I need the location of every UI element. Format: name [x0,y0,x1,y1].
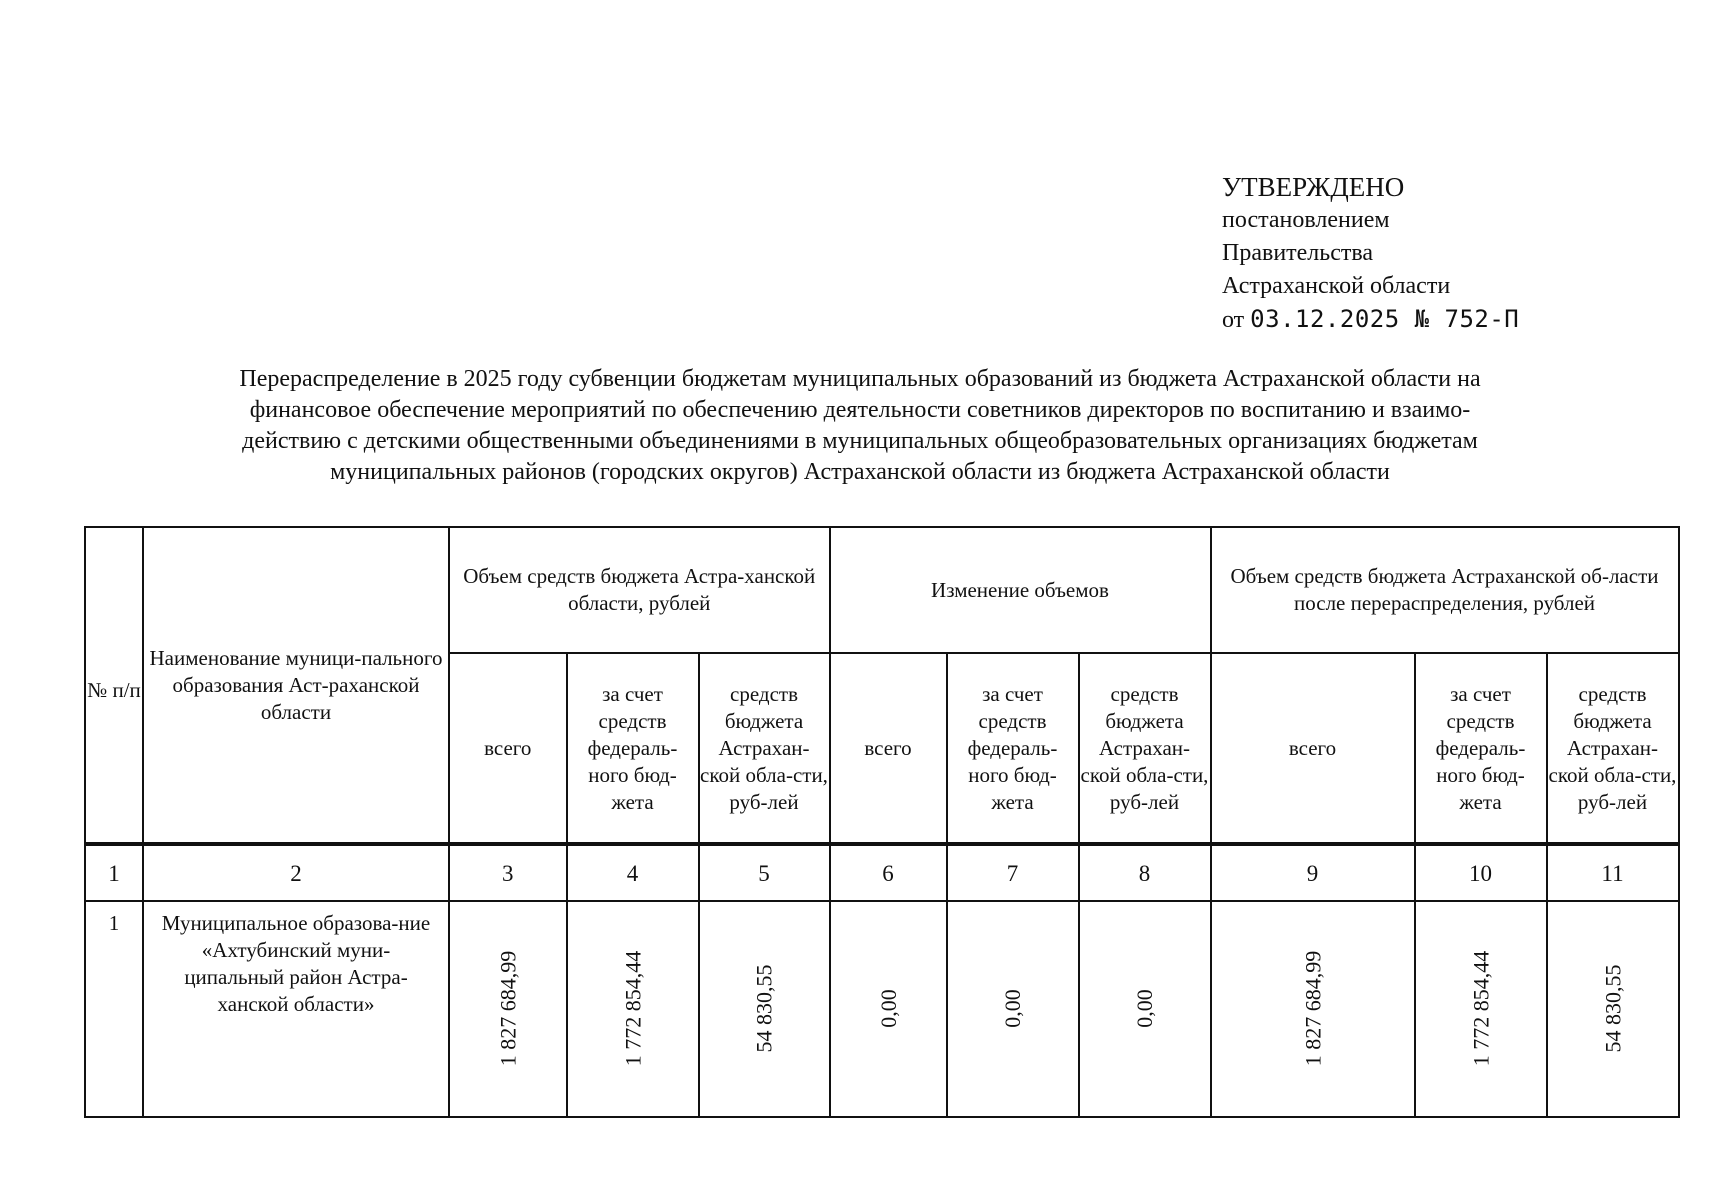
header-after-regional: средств бюджета Астрахан-ской обла-сти, руб-лей [1547,653,1679,844]
document-title-line: муниципальных районов (городских округов) Астраханской области из бюджета Астраханской области [330,459,1390,485]
column-number: 6 [830,844,947,901]
table-row [85,901,1679,1117]
column-number: 11 [1547,844,1679,901]
change-federal-value: 0,00 [1000,989,1025,1028]
approval-date-line [1222,303,1519,337]
header-after-federal: за счет средств федераль-ного бюд-жета [1415,653,1547,844]
header-row-number: № п/п [85,527,143,844]
column-number: 10 [1415,844,1547,901]
approval-line-resolution: постановлением [1222,207,1390,233]
header-change-regional: средств бюджета Астрахан-ской обла-сти, руб-лей [1079,653,1211,844]
header-before-federal: за счет средств федераль-ного бюд-жета [567,653,699,844]
document-title-line: Перераспределение в 2025 году субвенции бюджетам муниципальных образований из бюджета Астраханской области на [239,366,1481,392]
change-federal-cell [947,901,1079,1117]
before-federal-cell [567,901,699,1117]
before-regional-cell [699,901,830,1117]
approval-line-region: Астраханской области [1222,273,1451,299]
column-number: 8 [1079,844,1211,901]
header-after-total: всего [1211,653,1415,844]
subvention-table [84,526,1680,1118]
after-total-cell [1211,901,1415,1117]
after-federal-value: 1 772 854,44 [1468,950,1493,1067]
column-number: 4 [567,844,699,901]
column-number: 3 [449,844,567,901]
approval-line-government: Правительства [1222,240,1374,266]
document-title [100,364,1620,488]
after-federal-cell [1415,901,1547,1117]
change-regional-cell [1079,901,1211,1117]
after-total-value: 1 827 684,99 [1300,950,1325,1067]
municipality-name: Муниципальное образова-ние «Ахтубинский муни-ципальный район Астра-ханской области» [143,901,449,1117]
after-regional-value: 54 830,55 [1600,964,1625,1053]
header-municipality-name: Наименование муници-пального образования Аст-раханской области [143,527,449,844]
document-title-line: финансовое обеспечение мероприятий по обеспечению деятельности советников директоров по воспитанию и взаимо- [249,397,1471,423]
column-number-row [85,844,1679,901]
change-regional-value: 0,00 [1132,989,1157,1028]
before-total-cell [449,901,567,1117]
header-group-after: Объем средств бюджета Астраханской об-ласти после перераспределения, рублей [1211,527,1679,653]
document-title-line: действию с детскими общественными объединениями в муниципальных общеобразовательных организациях бюджетам [242,428,1478,454]
header-before-regional: средств бюджета Астрахан-ской обла-сти, руб-лей [699,653,830,844]
column-number: 5 [699,844,830,901]
header-change-total: всего [830,653,947,844]
before-regional-value: 54 830,55 [751,964,777,1053]
approval-date-prefix: от [1222,307,1245,333]
after-regional-cell [1547,901,1679,1117]
change-total-cell [830,901,947,1117]
approval-date-number: 03.12.2025 № 752-П [1250,305,1520,333]
column-number: 2 [143,844,449,901]
approval-title: УТВЕРЖДЕНО [1222,172,1405,202]
header-group-change: Изменение объемов [830,527,1211,653]
before-federal-value: 1 772 854,44 [620,950,645,1067]
header-before-total: всего [449,653,567,844]
change-total-value: 0,00 [875,989,901,1028]
column-number: 1 [85,844,143,901]
before-total-value: 1 827 684,99 [495,950,521,1067]
column-number: 9 [1211,844,1415,901]
row-number: 1 [85,901,143,1117]
approval-stamp [1222,170,1519,337]
header-change-federal: за счет средств федераль-ного бюд-жета [947,653,1079,844]
column-number: 7 [947,844,1079,901]
header-group-before: Объем средств бюджета Астра-ханской области, рублей [449,527,830,653]
